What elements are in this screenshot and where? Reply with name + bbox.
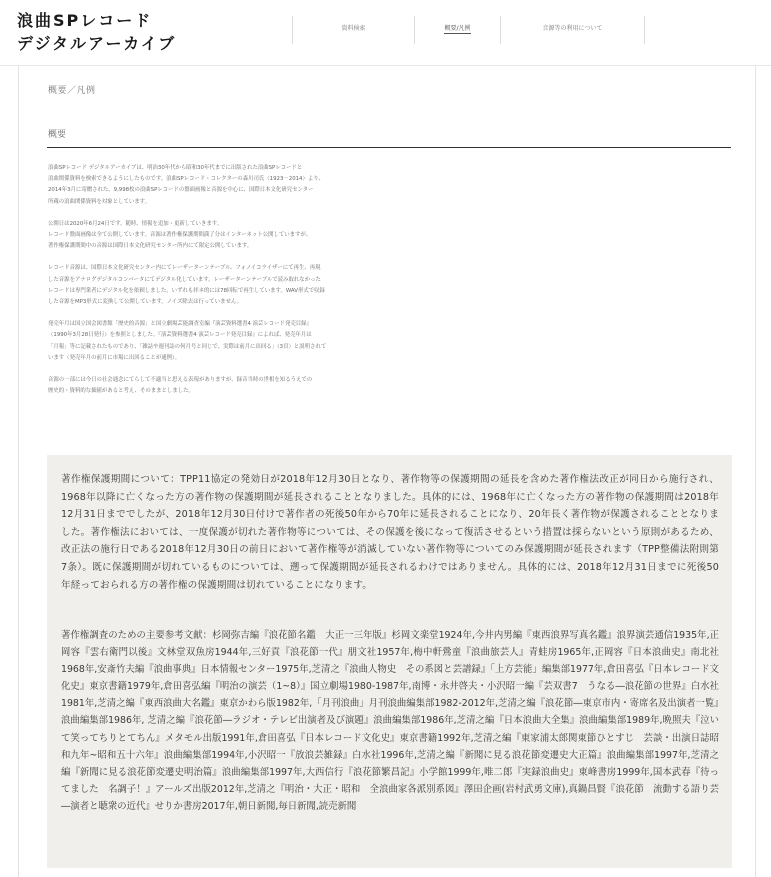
intro-line: レコード音源は、国際日本文化研究センター内にてレーザーターンテーブル、フォノイコライザーにて再生、再現 (48, 265, 321, 272)
intro-line: 歴史的・資料的な価値があると考え、そのままとしました。 (48, 388, 194, 395)
site-title-line-2: デジタルアーカイブ (17, 34, 177, 53)
intro-line: 公開日は2020年6月24日です。随時、情報を追加・更新していきます。 (48, 220, 223, 227)
copyright-period-text: 著作権保護期間について：TPP11協定の発効日が2018年12月30日となり、著作物等の保護期間の延長を含めた著作権法改正が同日から施行され、1968年以降に亡くなった方の著作物の保護期間が延長されることとなりました。具体的には、1968年に亡くなった方の著作物の保護期間は2018年12月31日まででしたが、2018年12月30日付けで著作者の死後50年から70年に延長されることになり、20年長く著作物が保護されることとなりました。著作権法においては、一度保護が切れた著作物等については、その保護を後になって復活させるという措置は採らないという原則があるため、改正法の施行日である2018年12月30日の前日において著作権等が消滅していない著作物等についてのみ保護期間が延長されます（TPP整備法附則第7条）。既に保護期間が切れているものについては、遡って保護期間が延長されるわけではありません。具体的には、2018年12月31日までに死後50年経っておられる方の著作権の保護期間は切れていることになります。 (61, 474, 719, 591)
intro-line: 浪曲関係資料を検索できるようにしたものです。浪曲SPレコード・コレクターの森川司氏（1923－2014）より、 (48, 176, 325, 183)
site-header (0, 0, 771, 66)
intro-line: 発売年月は国立国会図書館「歴史的音源」と国立劇場芸能調査室編『演芸資料選書4 演芸レコード発売目録』 (48, 321, 312, 328)
intro-line: 浪曲SPレコード デジタルアーカイブは、明治30年代から昭和30年代までに出版された浪曲SPレコードと (48, 165, 303, 171)
intro-line: した音源をMP3形式に変換して公開しています。ノイズ除去は行っていません。 (48, 299, 242, 306)
nav-item-usage[interactable] (500, 16, 645, 44)
intro-line: 所蔵の浪曲関係資料を対象としています。 (48, 198, 150, 205)
nav-item-usage-label: 音源等の利用について (542, 25, 603, 32)
section-divider (47, 147, 731, 148)
intro-paragraph (48, 263, 428, 308)
intro-line: 2014年3月に寄贈された、9,998枚の浪曲SPレコードの盤面画像と音源を中心に、国際日本文化研究センター (48, 187, 314, 194)
nav-item-overview[interactable] (414, 16, 500, 44)
site-title-line-1: 浪曲SPレコード (17, 11, 153, 30)
references-text: 著作権調査のための主要参考文献：杉岡弥吉編『浪花節名鑑 大正一三年版』杉岡文楽堂1924年,今井内男編『東西浪界写真名鑑』浪界演芸通信1935年,正岡容『雲右衛門以後』文林堂双魚房1944年,三好貢『浪花節一代』朋文社1957年,梅中軒鶯童『浪曲旅芸人』青蛙房1965年,正岡容『日本浪曲史』南北社1968年,安斎竹夫編『浪曲事典』日本情報センター1975年,芝清之『浪曲人物史 その系図と芸譜録』「上方芸能」編集部1977年,倉田喜弘『日本レコード文化史』東京書籍1979年,倉田喜弘編『明治の演芸（1~8）』国立劇場1980-1987年,南博・永井啓夫・小沢昭一編『芸双書7 うなる―浪花節の世界』白水社1981年,芝清之編『東西浪曲大名鑑』東京かわら版1982年,「月刊浪曲」月刊浪曲編集部1982-2012年,芝清之編『浪花節―東京市内・寄席名及出演者一覧』浪曲編集部1986年, 芝清之編『浪花節―ラジオ・テレビ出演者及び演題』浪曲編集部1986年,芝清之編『日本浪曲大全集』浪曲編集部1989年,晩照夫『泣いて笑ってちりとてちん』メタモル出版1991年,倉田喜弘『日本レコード文化史』東京書籍1992年,芝清之編『東家浦太郎関東節ひとすじ 芸談・出演日誌昭和九年~昭和五十六年』浪曲編集部1994年,小沢昭一『放浪芸雑録』白水社1996年,芝清之編『新聞に見る浪花節変遷史大正篇』浪曲編集部1997年,芝清之編『新聞に見る浪花節変遷史明治篇』浪曲編集部1997年,大西信行『浪花節繁昌記』小学館1999年,唯二郎『実録浪曲史』東峰書房1999年,国本武春『待ってました 名調子！』アールズ出版2012年,芝清之『明治・大正・昭和 全浪曲家各派別系図』澤田企画(岩村武勇文庫),真鍋昌賢『浪花節 流動する語り芸―演者と聴衆の近代』せりか書房2017年,朝日新聞,毎日新聞,読売新聞 (61, 630, 719, 812)
breadcrumb: 概要／凡例 (48, 86, 96, 96)
intro-line: した音源をアナログデジタルコンバータにてデジタル化しています。レーザーターンテーブルで読み取れなかった (48, 276, 321, 283)
intro-line: います（発売年月の前月に市場に出回ることが通例）。 (48, 354, 181, 361)
intro-line: 著作権保護期間中の音源は国際日本文化研究センター所内にて限定公開しています。 (48, 243, 253, 250)
nav-item-search-label: 資料検索 (341, 25, 366, 32)
copyright-notice-box (47, 455, 732, 868)
intro-line: レコード盤面画像は全て公開しています。音源は著作権保護期間満了分はインターネット公開していますが、 (48, 232, 312, 239)
intro-paragraph (48, 375, 428, 397)
intro-paragraph (48, 219, 428, 253)
intro-paragraph (48, 163, 428, 208)
site-title[interactable] (17, 9, 176, 55)
nav-item-search[interactable] (292, 16, 414, 44)
section-title: 概要 (48, 130, 67, 140)
main-content (18, 66, 756, 877)
global-nav (292, 16, 756, 44)
intro-line: レコードは専門業者にデジタル化を依頼しました。いずれも拝ネ的には78回転で再生しています。WAV形式で収録 (48, 287, 325, 294)
nav-item-overview-label: 概要/凡例 (444, 25, 471, 32)
intro-text (48, 163, 428, 408)
intro-paragraph (48, 319, 428, 364)
intro-line: （1990年3月28日発行）を参照としました。『演芸資料選書4 演芸レコード発売目録』によれば、発売年月は (48, 332, 312, 339)
intro-line: 音源の一部には今日の社会通念にてらして不適当と思える表現がありますが、録音当時の世相を知るうえでの (48, 377, 313, 384)
intro-line: 「月報」等に記載されたものであり、「雑誌や週刊誌の何月号と同じで、実際は前月に出回る」（3頁）と説明されて (48, 343, 327, 350)
